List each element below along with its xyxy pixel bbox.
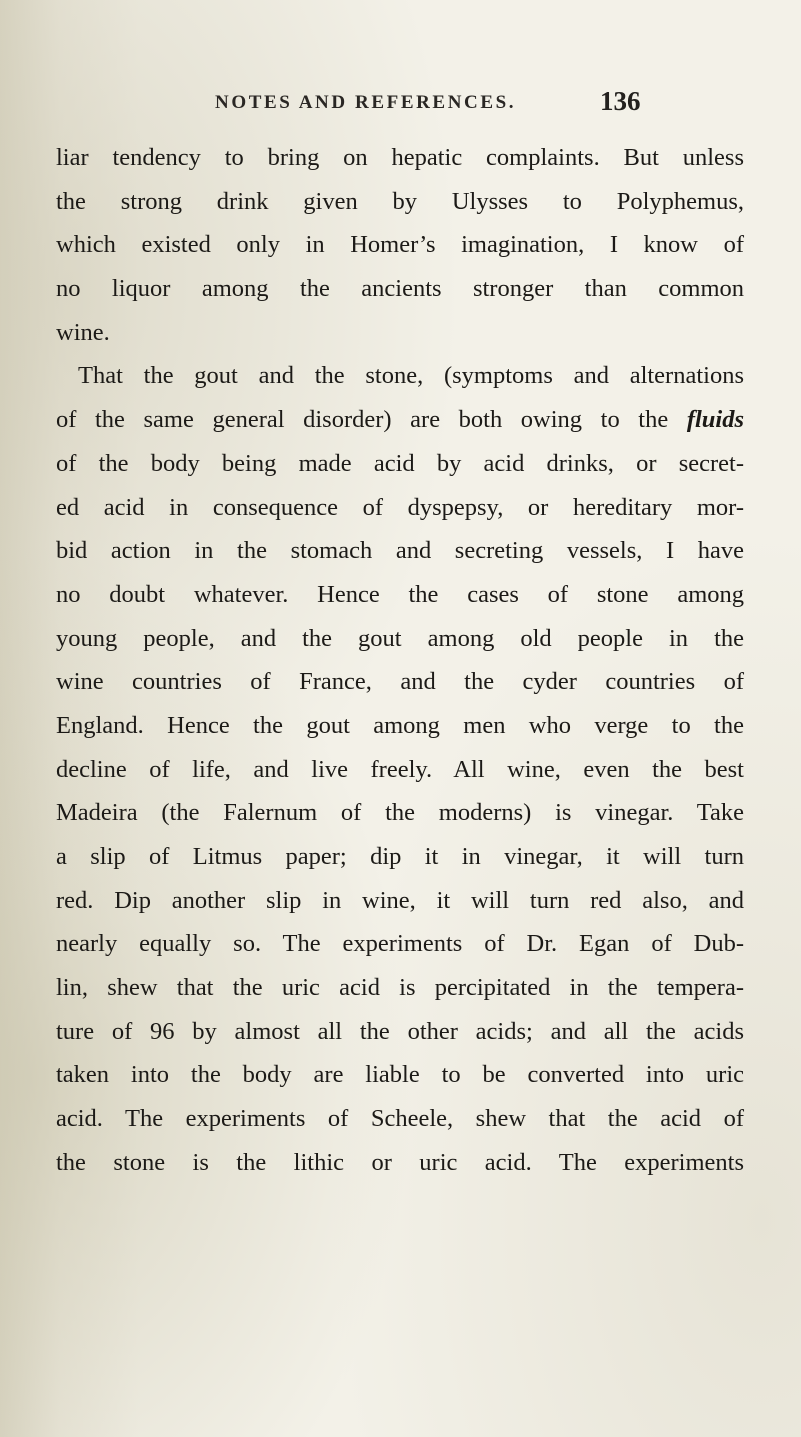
- text-line: Madeira (the Falernum of the moderns) is vinegar. Take: [56, 799, 744, 827]
- text-line: a slip of Litmus paper; dip it in vinegar, it will turn: [56, 843, 744, 870]
- italic-word: fluids: [686, 406, 744, 434]
- text-line: of the body being made acid by acid drinks, or secret-: [56, 449, 744, 477]
- text-line: nearly equally so. The experiments of Dr. Egan of Dub-: [56, 930, 744, 958]
- text-line: no doubt whatever. Hence the cases of stone among: [56, 580, 744, 608]
- text-line: the strong drink given by Ulysses to Polyphemus,: [56, 187, 744, 215]
- text-line: taken into the body are liable to be converted into uric: [56, 1061, 744, 1089]
- text-line: young people, and the gout among old people in the: [56, 624, 744, 652]
- text-line: acid. The experiments of Scheele, shew that the acid of: [56, 1105, 744, 1133]
- text-line: which existed only in Homer’s imagination, I know of: [56, 231, 744, 259]
- text-line: lin, shew that the uric acid is percipitated in the tempera-: [56, 974, 744, 1002]
- body-text: [56, 136, 744, 1185]
- text-line: bid action in the stomach and secreting vessels, I have: [56, 537, 744, 565]
- text-line: no liquor among the ancients stronger than common: [56, 275, 744, 303]
- running-head: [0, 86, 801, 132]
- text-line: liar tendency to bring on hepatic complaints. But unless: [56, 144, 744, 171]
- text-span: of the same general disorder) are both owing to the: [56, 406, 687, 434]
- text-line: ed acid in consequence of dyspepsy, or hereditary mor-: [56, 493, 744, 521]
- text-line: red. Dip another slip in wine, it will turn red also, and: [56, 886, 744, 914]
- text-line: That the gout and the stone, (symptoms and alternations: [78, 362, 744, 390]
- text-line: wine countries of France, and the cyder countries of: [56, 668, 744, 696]
- running-head-title: NOTES AND REFERENCES.: [215, 92, 517, 113]
- text-line: decline of life, and live freely. All wine, even the best: [56, 755, 744, 783]
- text-line: [56, 398, 744, 442]
- text-line: wine.: [56, 318, 110, 346]
- text-line: England. Hence the gout among men who verge to the: [56, 711, 744, 739]
- text-line: the stone is the lithic or uric acid. The experiments: [56, 1148, 744, 1176]
- page-number: 136: [600, 86, 641, 116]
- text-line: ture of 96 by almost all the other acids; and all the acids: [56, 1017, 744, 1045]
